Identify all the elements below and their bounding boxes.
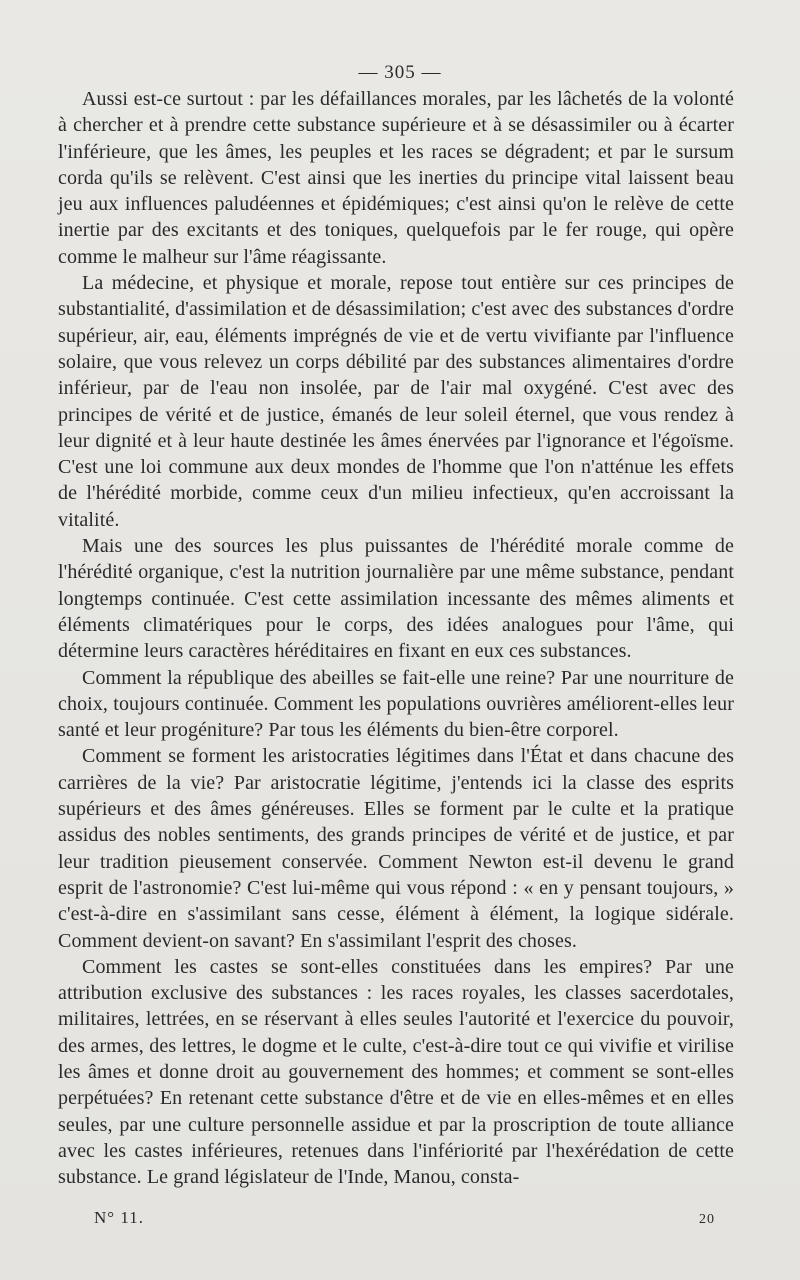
paragraph: Comment les castes se sont-elles constituées dans les empires? Par une attribution exclusive des substances : les races royales, les classes sacerdotales, militaires, lettrées, en se réservant à elles seules l'autorité et l'exercice du pouvoir, des armes, des lettres, le dogme et le culte, c'est-à-dire tout ce qui vivifie et virilise les âmes et donne droit au gouvernement des hommes; et comment se sont-elles perpétuées? En retenant cette substance d'être et de vie en elles-mêmes et en elles seules, par une culture personnelle assidue et par la proscription de toute alliance avec les castes inférieures, retenues dans l'infériorité par l'hexérédation de cette substance. Le grand législateur de l'Inde, Manou, consta- (58, 955, 734, 1189)
signature-mark: 20 (699, 1212, 715, 1227)
paragraph: Comment la république des abeilles se fait-elle une reine? Par une nourriture de choix, toujours continuée. Comment les populations ouvrières améliorent-elles leur santé et leur progéniture? Par tous les éléments du bien-être corporel. (58, 666, 734, 742)
page-number: — 305 — (358, 62, 442, 83)
paragraph: Aussi est-ce surtout : par les défaillances morales, par les lâchetés de la volonté à chercher et à prendre cette substance supérieure et à se désassimiler ou à écarter l'inférieure, que les âmes, les peuples et les races se dégradent; et par le sursum corda qu'ils se relèvent. C'est ainsi que les inerties du principe vital laissent beau jeu aux influences paludéennes et épidémiques; c'est ainsi qu'on le relève de cette inertie par des excitants et des toniques, quelquefois par le fer rouge, qui opère comme le malheur sur l'âme réagissante. (58, 88, 734, 268)
body-text (58, 86, 734, 1190)
paragraph: Comment se forment les aristocraties légitimes dans l'État et dans chacune des carrières de la vie? Par aristocratie légitime, j'entends ici la classe des esprits supérieurs et des âmes généreuses. Elles se forment par le culte et la pratique assidus des nobles sentiments, des grands principes de vérité et de justice, et par leur tradition pieusement conservée. Comment Newton est-il devenu le grand esprit de l'astronomie? C'est lui-même qui vous répond : « en y pensant toujours, » c'est-à-dire en s'assimilant sans cesse, élément à élément, la logique sidérale. Comment devient-on savant? En s'assimilant l'esprit des choses. (58, 745, 734, 952)
issue-number: N° 11. (94, 1208, 144, 1227)
paragraph: Mais une des sources les plus puissantes de l'hérédité morale comme de l'hérédité organique, c'est la nutrition journalière par une même substance, pendant longtemps continuée. C'est cette assimilation incessante des mêmes aliments et éléments climatériques pour le corps, des idées analogues pour l'âme, qui détermine leurs caractères héréditaires en fixant en eux ces substances. (58, 535, 734, 663)
paragraph: La médecine, et physique et morale, repose tout entière sur ces principes de substantialité, d'assimilation et de désassimilation; c'est avec des substances d'ordre supérieur, air, eau, éléments imprégnés de vie et de vertu vivifiante par l'influence solaire, que vous relevez un corps débilité par des substances alimentaires d'ordre inférieur, par de l'eau non insolée, par de l'air mal oxygéné. C'est avec des principes de vérité et de justice, émanés de leur soleil éternel, que vous rendez à leur dignité et à leur haute destinée les âmes énervées par l'ignorance et l'égoïsme. C'est une loi commune aux deux mondes de l'homme que l'on n'atténue les effets de l'hérédité morbide, comme ceux d'un milieu infectieux, qu'en accroissant la vitalité. (58, 272, 735, 531)
